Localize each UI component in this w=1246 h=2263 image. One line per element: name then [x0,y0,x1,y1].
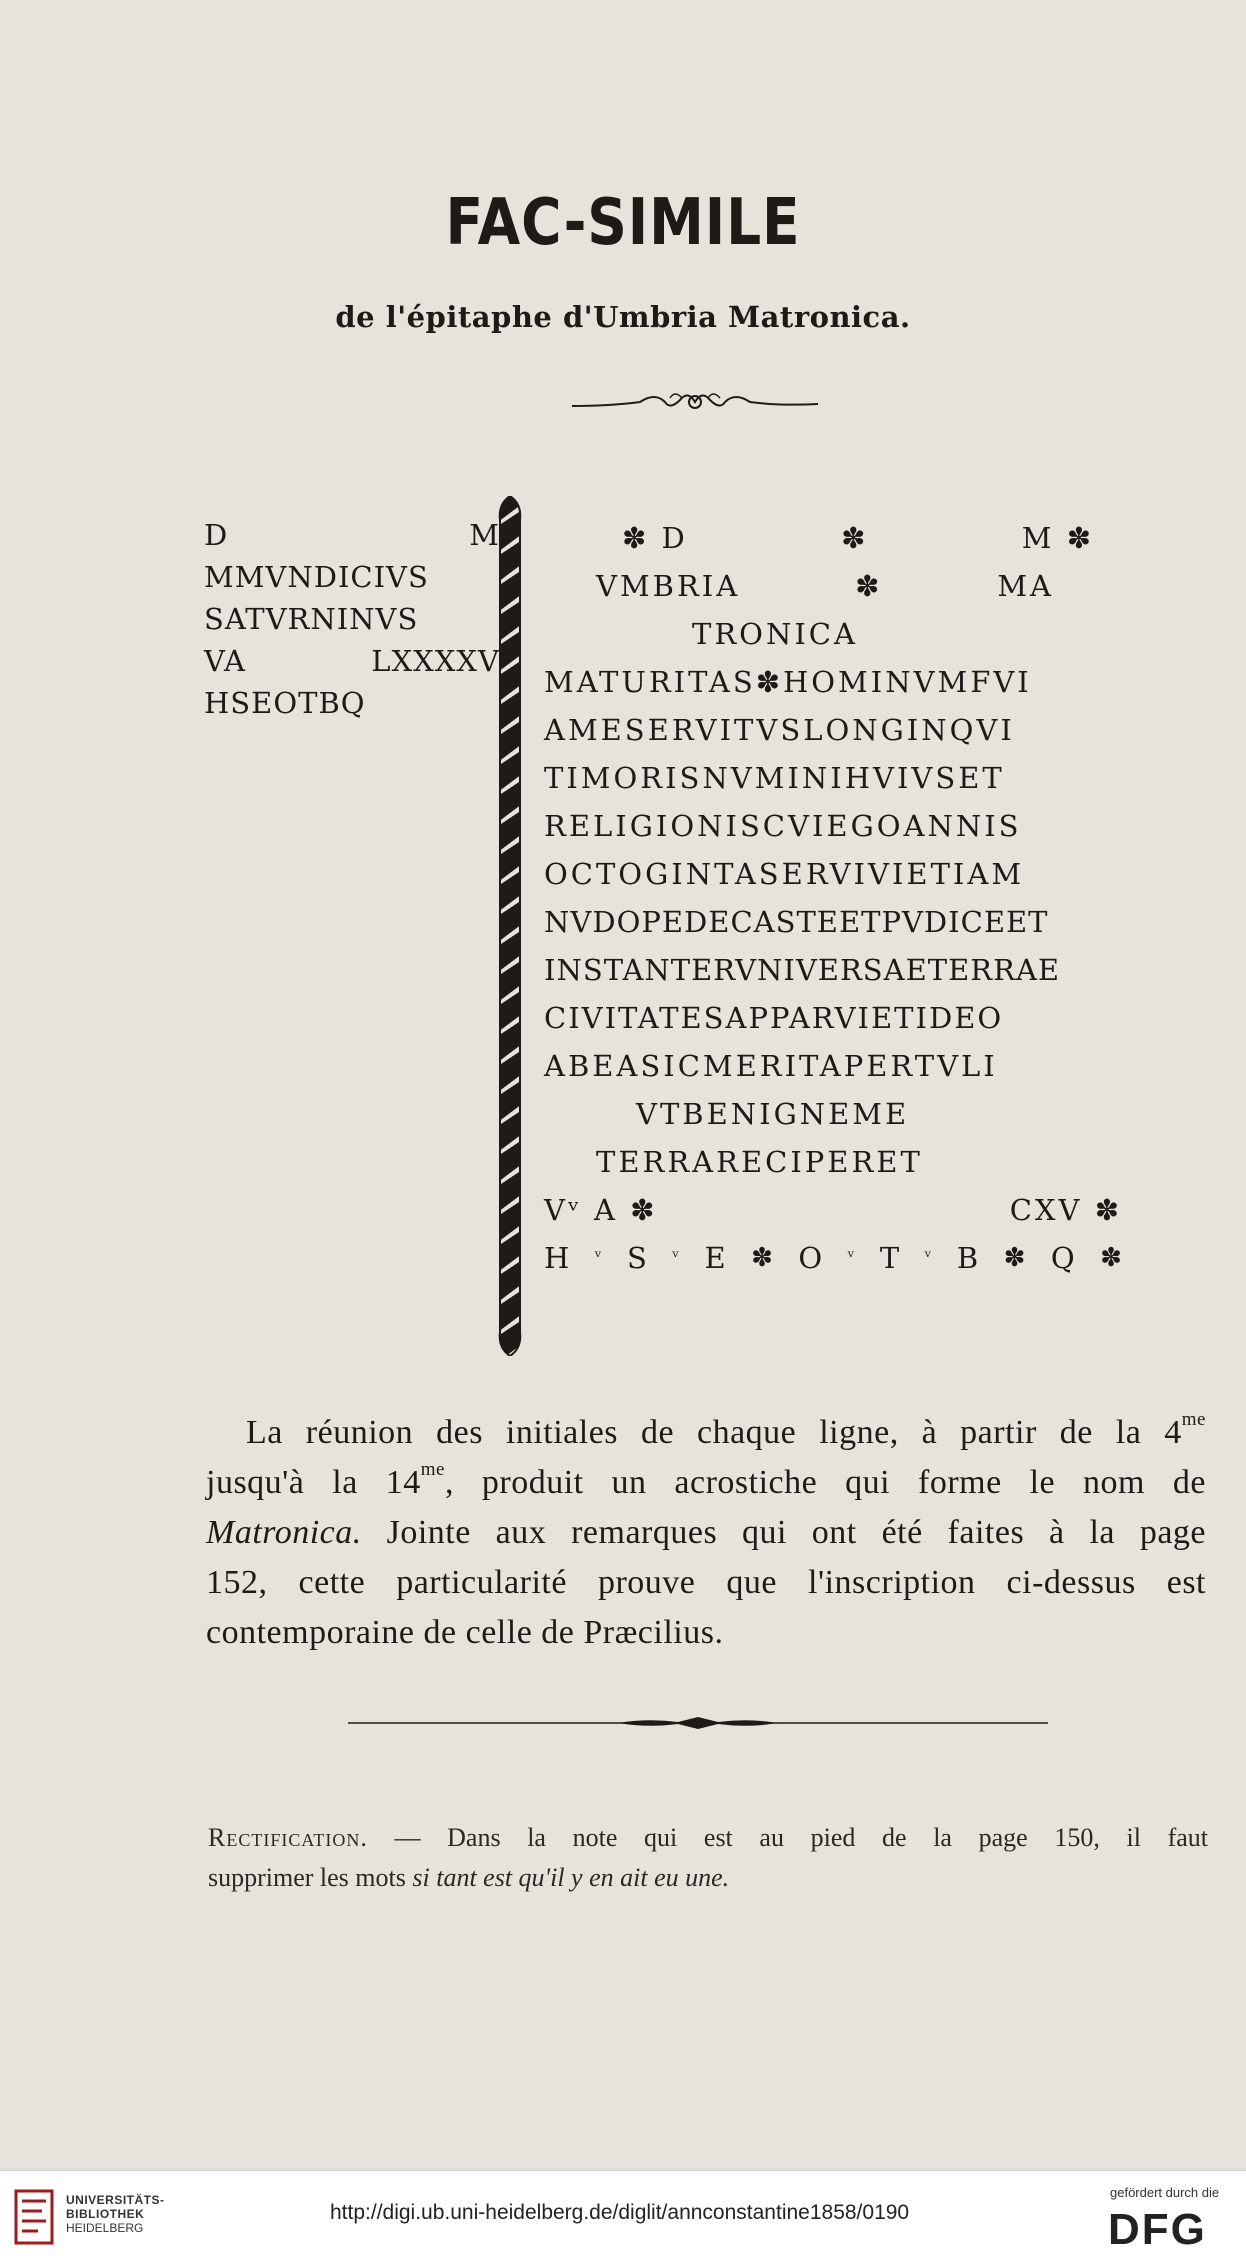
paragraph-line: contemporaine de celle de Præcilius. [206,1614,724,1651]
inscription-line: MATURITAS✽HOMINVMFVI [544,665,1032,699]
rectification-line: Rectification. — Dans la note qui est au pied de la page 150, il faut [208,1823,1208,1852]
inscription-line: ✽ D ✽ M ✽ [622,521,1094,555]
inscription-line: INSTANTERVNIVERSAETERRAE [544,953,1061,987]
inscription-line: TRONICA [692,617,858,651]
left-line: D M [204,518,500,552]
inscription-line: ABEASICMERITAPERTVLI [544,1049,998,1083]
paragraph-line: jusqu'à la $14^{me}$, produit un acrostiche qui forme le nom de [206,1459,1206,1501]
inscription-line: Vᵛ A ✽ CXV ✽ [544,1193,1122,1227]
inscription-line: OCTOGINTASERVIVIETIAM [544,857,1025,891]
left-line: VA LXXXXV [204,644,500,678]
page-title: FAC-SIMILE [445,186,801,260]
digitization-footer [0,2170,1246,2263]
inscription-line: TERRARECIPERET [596,1145,923,1179]
inscription-line: AMESERVITVSLONGINQVI [544,713,1015,747]
inscription-line: TIMORISNVMINIHVIVSET [544,761,1005,795]
inscription-line: RELIGIONISCVIEGOANNIS [544,809,1022,843]
inscription-line: H ᵛ S ᵛ E ✽ O ᵛ T ᵛ B ✽ Q ✽ [544,1241,1122,1275]
flourish-ornament [570,388,820,418]
page-subtitle: de l'épitaphe d'Umbria Matronica. [335,300,911,334]
paragraph-line: La réunion des initiales de chaque ligne, à partir de la $4^{me}$ [246,1409,1206,1451]
inscription-line: NVDOPEDECASTEETPVDICEET [544,905,1049,939]
library-name: UNIVERSITÄTS- BIBLIOTHEK HEIDELBERG [66,2193,165,2235]
commentary-paragraph [206,1408,1206,1658]
paragraph-line: Matronica. Jointe aux remarques qui ont été faites à la page [206,1514,1206,1551]
left-line: HSEOTBQ [204,686,366,720]
decorative-rule [348,1716,1048,1730]
right-inscription [544,514,1134,1282]
left-line: SATVRNINVS [204,602,419,636]
inscription-line: VMBRIA ✽ MA [596,569,1054,603]
inscription-line: CIVITATESAPPARVIETIDEO [544,1001,1004,1035]
twisted-pillar-divider [492,496,528,1356]
funding-note: gefördert durch die [1110,2185,1220,2200]
university-library-logo [12,2187,56,2247]
left-line: MMVNDICIVS [204,560,429,594]
paragraph-line: 152, cette particularité prouve que l'inscription ci-dessus est [206,1564,1206,1601]
permalink-url[interactable]: http://digi.ub.uni-heidelberg.de/diglit/annconstantine1858/0190 [330,2201,910,2224]
left-inscription [204,514,500,724]
rectification-note [208,1818,1208,1898]
inscription-line: VTBENIGNEME [636,1097,910,1131]
rectification-line: supprimer les mots si tant est qu'il y en ait eu une. [208,1863,730,1892]
dfg-logo: DFG [1108,2205,1207,2254]
